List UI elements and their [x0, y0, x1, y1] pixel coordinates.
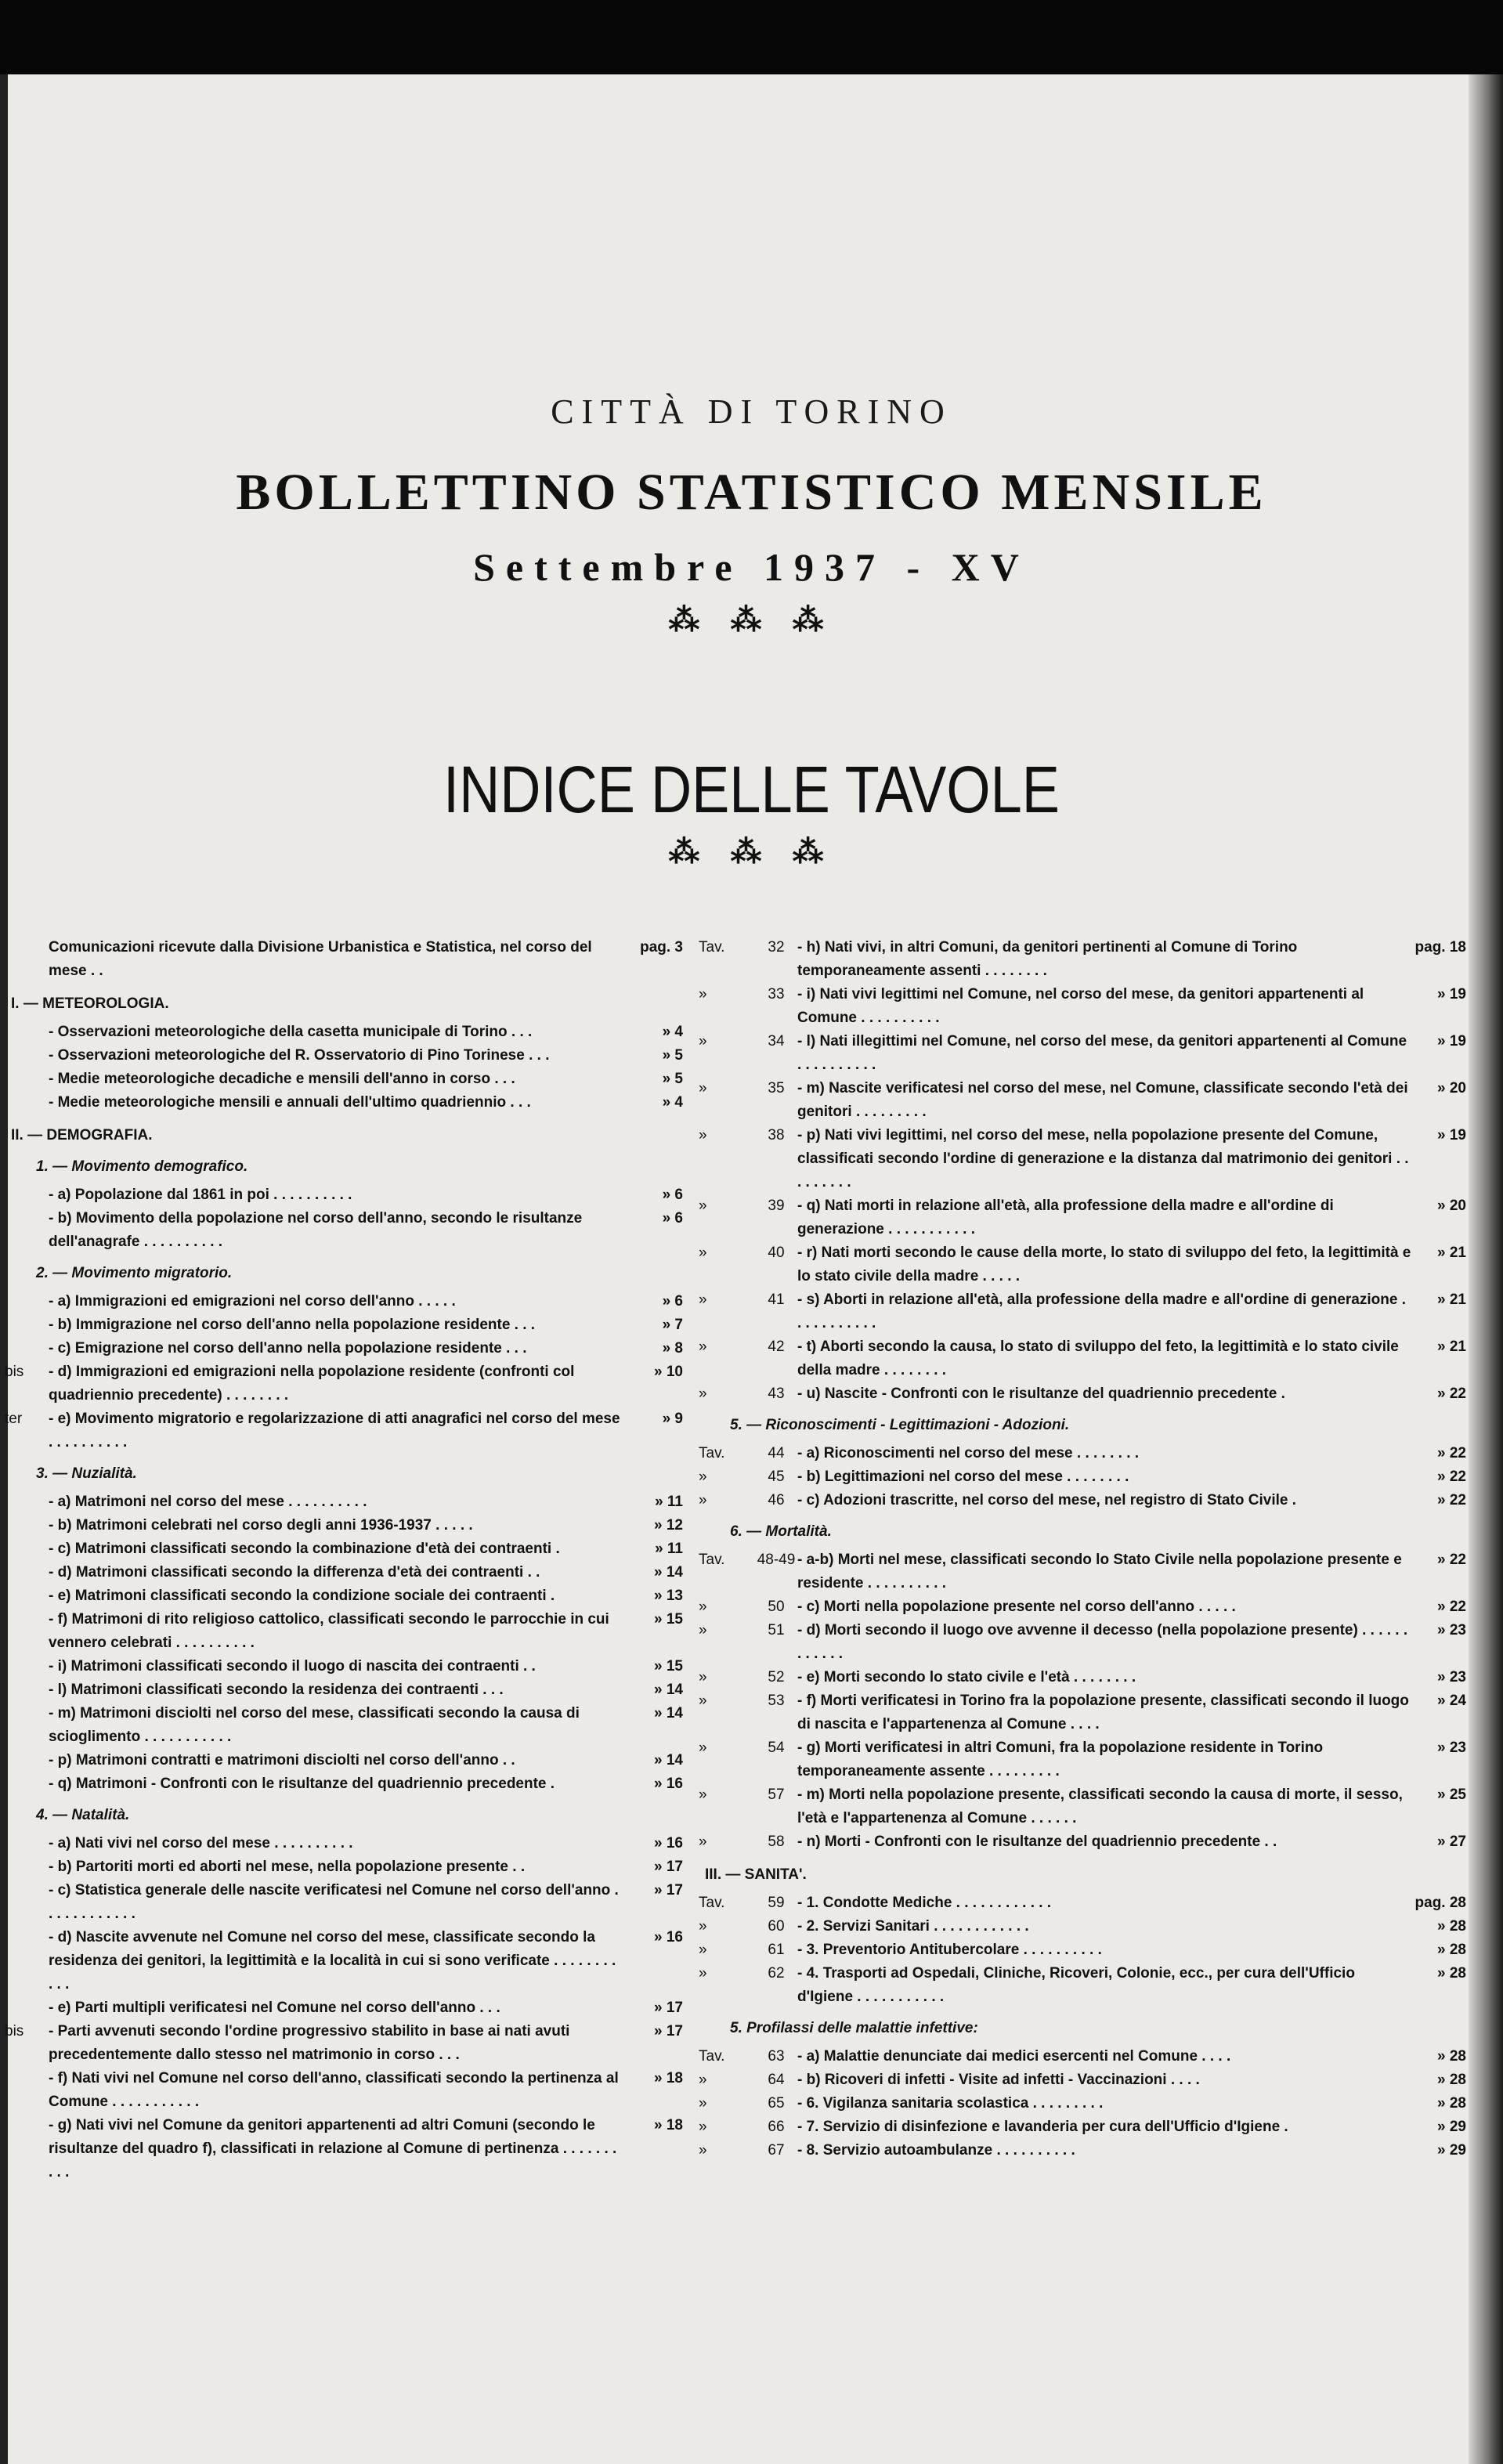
entry-page: » 22	[1437, 1445, 1466, 1461]
entry-page: » 17	[654, 1882, 683, 1899]
entry-page: » 28	[1437, 2072, 1466, 2088]
index-entry	[699, 1666, 1466, 1689]
subsection-heading: 3. — Nuzialità.	[36, 1465, 137, 1482]
table-number: 65	[768, 2095, 785, 2112]
entry-page: » 14	[654, 1705, 683, 1722]
entry-page: pag. 28	[1414, 1895, 1466, 1911]
entry-page: » 20	[1437, 1080, 1466, 1097]
table-number: 54	[768, 1740, 785, 1756]
entry-text: - g) Nati vivi nel Comune da genitori appartenenti ad altri Comuni (secondo le risultanze del quadro f), classificati in relazione al Comune di pertinenza . . . . . . . . . .	[49, 2117, 617, 2180]
table-label: »	[699, 1080, 707, 1097]
table-label: »	[699, 1127, 707, 1143]
index-entry	[5, 1044, 683, 1068]
entry-text: - a) Immigrazioni ed emigrazioni nel corso dell'anno . . . . .	[49, 1293, 456, 1310]
index-entry	[699, 2092, 1466, 2115]
index-entry	[699, 1382, 1466, 1406]
index-entry	[699, 1124, 1466, 1194]
entry-text: - i) Nati vivi legittimi nel Comune, nel corso del mese, da genitori appartenenti al Comune . . . . . . . . . .	[797, 986, 1364, 1026]
table-label: »	[699, 1942, 707, 1958]
entry-page: » 11	[655, 1494, 683, 1510]
entry-text: - a) Popolazione dal 1861 in poi . . . . . . . . . .	[49, 1187, 352, 1203]
table-label: »	[699, 1599, 707, 1615]
index-entry	[5, 1068, 683, 1091]
entry-text: - f) Matrimoni di rito religioso cattolico, classificati secondo le parrocchie in cui vennero celebrati . . . . . . . . . .	[49, 1611, 609, 1651]
index-entry	[5, 1561, 683, 1584]
entry-page: » 16	[654, 1835, 683, 1852]
entry-text: - 7. Servizio di disinfezione e lavanderia per cura dell'Ufficio d'Igiene .	[797, 2119, 1288, 2135]
entry-text: - t) Aborti secondo la causa, lo stato di sviluppo del feto, la legittimità e lo stato civile della madre . . . . . . . .	[797, 1339, 1399, 1378]
table-label: »	[699, 1492, 707, 1508]
entry-page: » 25	[1437, 1787, 1466, 1803]
entry-text: - c) Emigrazione nel corso dell'anno nella popolazione residente . . .	[49, 1340, 527, 1357]
table-label: Tav.	[699, 1445, 725, 1461]
table-label: »	[699, 1965, 707, 1982]
table-number: 33	[768, 986, 785, 1003]
entry-page: » 18	[654, 2117, 683, 2133]
table-label: »	[699, 1033, 707, 1050]
entry-prefix: bis	[5, 2023, 24, 2039]
entry-text: - e) Parti multipli verificatesi nel Comune nel corso dell'anno . . .	[49, 2000, 500, 2016]
entry-text: - s) Aborti in relazione all'età, alla professione della madre e all'ordine di generazione . . . . . . . . . . .	[797, 1292, 1406, 1331]
table-number: 32	[768, 939, 785, 956]
entry-page: » 11	[655, 1541, 683, 1557]
entry-page: » 20	[1437, 1198, 1466, 1214]
scan-top-border	[0, 0, 1503, 74]
index-entry	[5, 2067, 683, 2114]
entry-text: - b) Matrimoni celebrati nel corso degli anni 1936-1937 . . . . .	[49, 1517, 473, 1534]
entry-page: » 16	[654, 1929, 683, 1946]
entry-text: - Parti avvenuti secondo l'ordine progressivo stabilito in base ai nati avuti precedentemente dallo stesso nel matrimonio in corso . . .	[49, 2023, 570, 2063]
entry-page: » 28	[1437, 1918, 1466, 1935]
table-label: »	[699, 2095, 707, 2112]
table-number: 42	[768, 1339, 785, 1355]
index-entry	[699, 2068, 1466, 2092]
index-entry	[5, 1855, 683, 1879]
index-entry	[699, 2045, 1466, 2068]
entry-text: - 2. Servizi Sanitari . . . . . . . . . . . .	[797, 1918, 1029, 1935]
entry-page: » 14	[654, 1752, 683, 1769]
entry-page: » 19	[1437, 1127, 1466, 1143]
entry-page: » 17	[654, 2000, 683, 2016]
index-entry	[699, 1241, 1466, 1288]
entry-page: » 22	[1437, 1386, 1466, 1402]
entry-page: » 29	[1437, 2142, 1466, 2159]
entry-page: » 4	[662, 1094, 683, 1111]
index-entry	[5, 1490, 683, 1514]
index-entry	[5, 1360, 683, 1407]
entry-text: - m) Matrimoni disciolti nel corso del mese, classificati secondo la causa di scioglimento . . . . . . . . . . .	[49, 1705, 580, 1745]
issue-date: Settembre 1937 - XV	[473, 545, 1030, 589]
index-entry	[5, 1702, 683, 1749]
index-entry	[699, 2139, 1466, 2162]
entry-page: » 21	[1437, 1339, 1466, 1355]
entry-page: » 22	[1437, 1492, 1466, 1508]
table-label: »	[699, 1918, 707, 1935]
entry-page: » 14	[654, 1682, 683, 1698]
entry-page: » 22	[1437, 1599, 1466, 1615]
entry-text: - c) Adozioni trascritte, nel corso del mese, nel registro di Stato Civile .	[797, 1492, 1297, 1508]
index-entry	[5, 1749, 683, 1772]
entry-text: - a) Malattie denunciate dai medici esercenti nel Comune . . . .	[797, 2048, 1231, 2065]
index-entry	[699, 1465, 1466, 1489]
table-label: »	[699, 986, 707, 1003]
index-entry	[699, 1288, 1466, 1335]
entry-page: » 10	[654, 1364, 683, 1380]
entry-text: - m) Nascite verificatesi nel corso del mese, nel Comune, classificate secondo l'età dei genitori . . . . . . . . .	[797, 1080, 1408, 1120]
entry-page: » 29	[1437, 2119, 1466, 2135]
entry-text: - h) Nati vivi, in altri Comuni, da genitori pertinenti al Comune di Torino temporaneamente assenti . . . . . . . .	[797, 939, 1298, 979]
index-entry	[699, 1077, 1466, 1124]
table-label: »	[699, 2072, 707, 2088]
entry-text: - d) Immigrazioni ed emigrazioni nella popolazione residente (confronti col quadriennio precedente) . . . . . . . .	[49, 1364, 575, 1404]
entry-page: » 28	[1437, 2048, 1466, 2065]
entry-text: - p) Nati vivi legittimi, nel corso del mese, nella popolazione presente del Comune, classificati secondo l'ordine di generazione e la distanza dal matrimonio dei genitori . . . . . . . . .	[797, 1127, 1409, 1190]
index-entry	[5, 1996, 683, 2020]
index-entry	[5, 1879, 683, 1926]
index-entry	[699, 1938, 1466, 1962]
entry-text: - q) Nati morti in relazione all'età, alla professione della madre e all'ordine di generazione . . . . . . . . . . .	[797, 1198, 1334, 1237]
entry-text: - b) Ricoveri di infetti - Visite ad infetti - Vaccinazioni . . . .	[797, 2072, 1200, 2088]
entry-text: - r) Nati morti secondo le cause della morte, lo stato di sviluppo del feto, la legittimità e lo stato civile della madre . . . . .	[797, 1245, 1411, 1284]
entry-page: » 28	[1437, 1965, 1466, 1982]
index-entry	[5, 2020, 683, 2067]
table-number: 57	[768, 1787, 785, 1803]
entry-text: - d) Matrimoni classificati secondo la differenza d'età dei contraenti . .	[49, 1564, 540, 1581]
entry-text: - e) Matrimoni classificati secondo la condizione sociale dei contraenti .	[49, 1588, 555, 1604]
entry-text: - e) Movimento migratorio e regolarizzazione di atti anagrafici nel corso del mese . . . . . . . . . .	[49, 1411, 620, 1451]
index-entry	[5, 1678, 683, 1702]
table-number: 39	[768, 1198, 785, 1214]
entry-text: - q) Matrimoni - Confronti con le risultanze del quadriennio precedente .	[49, 1776, 555, 1792]
table-label: »	[699, 1198, 707, 1214]
table-number: 48-49	[757, 1552, 796, 1568]
entry-page: » 14	[654, 1564, 683, 1581]
entry-text: - 1. Condotte Mediche . . . . . . . . . . . .	[797, 1895, 1052, 1911]
table-label: Tav.	[699, 939, 725, 956]
index-entry	[5, 1407, 683, 1454]
table-number: 63	[768, 2048, 785, 2065]
index-entry	[5, 1608, 683, 1655]
table-number: 67	[768, 2142, 785, 2159]
entry-page: » 6	[662, 1187, 683, 1203]
entry-page: » 9	[662, 1411, 683, 1427]
ornament-secondary: ⁂ ⁂ ⁂	[668, 835, 835, 869]
entry-text: Comunicazioni ricevute dalla Divisione Urbanistica e Statistica, nel corso del mese . .	[49, 939, 592, 979]
index-entry	[699, 1891, 1466, 1915]
entry-page: » 27	[1437, 1834, 1466, 1850]
entry-text: - a) Matrimoni nel corso del mese . . . . . . . . . .	[49, 1494, 367, 1510]
index-entry	[699, 1830, 1466, 1854]
table-label: »	[699, 1669, 707, 1685]
city-name: CITTÀ DI TORINO	[551, 392, 952, 431]
entry-text: - Medie meteorologiche mensili e annuali dell'ultimo quadriennio . . .	[49, 1094, 531, 1111]
subsection-heading: 5. Profilassi delle malattie infettive:	[730, 2020, 978, 2036]
table-label: Tav.	[699, 1895, 725, 1911]
section-heading: II. — DEMOGRAFIA.	[11, 1127, 153, 1143]
index-entry	[5, 1183, 683, 1207]
table-number: 38	[768, 1127, 785, 1143]
entry-text: - c) Statistica generale delle nascite verificatesi nel Comune nel corso dell'anno . . . . . . . . . . . .	[49, 1882, 619, 1922]
entry-page: » 17	[654, 2023, 683, 2039]
index-entry	[699, 936, 1466, 983]
entry-page: » 24	[1437, 1693, 1466, 1709]
entry-page: » 5	[662, 1047, 683, 1064]
entry-text: - Medie meteorologiche decadiche e mensili dell'anno in corso . . .	[49, 1071, 515, 1087]
entry-text: - d) Morti secondo il luogo ove avvenne il decesso (nella popolazione presente) . . . . . . . . . . . .	[797, 1622, 1408, 1662]
table-number: 40	[768, 1245, 785, 1261]
index-entry	[5, 1537, 683, 1561]
table-number: 58	[768, 1834, 785, 1850]
index-entry	[699, 1783, 1466, 1830]
table-number: 46	[768, 1492, 785, 1508]
entry-text: - g) Morti verificatesi in altri Comuni, fra la popolazione residente in Torino temporaneamente assente . . . . . . . . .	[797, 1740, 1324, 1779]
table-label: »	[699, 1339, 707, 1355]
entry-page: » 12	[654, 1517, 683, 1534]
entry-page: » 21	[1437, 1292, 1466, 1308]
table-label: »	[699, 1740, 707, 1756]
index-entry	[5, 1337, 683, 1360]
entry-prefix: bis	[5, 1364, 24, 1380]
index-entry	[699, 1736, 1466, 1783]
entry-page: » 13	[654, 1588, 683, 1604]
entry-page: » 19	[1437, 986, 1466, 1003]
entry-page: » 15	[654, 1658, 683, 1675]
table-number: 62	[768, 1965, 785, 1982]
entry-page: pag. 3	[640, 939, 683, 956]
entry-page: » 28	[1437, 2095, 1466, 2112]
index-entry	[699, 1194, 1466, 1241]
subsection-heading: 5. — Riconoscimenti - Legittimazioni - Adozioni.	[730, 1417, 1070, 1433]
section-heading: I. — METEOROLOGIA.	[11, 995, 169, 1012]
entry-text: - b) Immigrazione nel corso dell'anno nella popolazione residente . . .	[49, 1317, 536, 1333]
index-entry	[5, 2114, 683, 2184]
entry-text: - 6. Vigilanza sanitaria scolastica . . . . . . . . .	[797, 2095, 1104, 2112]
table-number: 43	[768, 1386, 785, 1402]
entry-page: » 16	[654, 1776, 683, 1792]
subsection-heading: 4. — Natalità.	[36, 1807, 130, 1823]
entry-text: - u) Nascite - Confronti con le risultanze del quadriennio precedente .	[797, 1386, 1285, 1402]
table-label: »	[699, 2119, 707, 2135]
ornament: ⁂ ⁂ ⁂	[668, 603, 835, 638]
entry-page: » 23	[1437, 1622, 1466, 1638]
entry-text: - Osservazioni meteorologiche del R. Osservatorio di Pino Torinese . . .	[49, 1047, 550, 1064]
index-entry	[5, 1584, 683, 1608]
entry-text: - 3. Preventorio Antitubercolare . . . . . . . . . .	[797, 1942, 1102, 1958]
entry-page: » 28	[1437, 1942, 1466, 1958]
entry-page: » 22	[1437, 1552, 1466, 1568]
subsection-heading: 6. — Mortalità.	[730, 1523, 832, 1540]
entry-text: - l) Nati illegittimi nel Comune, nel corso del mese, da genitori appartenenti al Comune . . . . . . . . . .	[797, 1033, 1407, 1073]
table-number: 44	[768, 1445, 785, 1461]
section-heading: III. — SANITA'.	[705, 1866, 807, 1883]
table-label: »	[699, 1245, 707, 1261]
entry-page: » 6	[662, 1210, 683, 1227]
table-number: 34	[768, 1033, 785, 1050]
table-label: Tav.	[699, 2048, 725, 2065]
table-number: 64	[768, 2072, 785, 2088]
table-number: 50	[768, 1599, 785, 1615]
entry-page: » 21	[1437, 1245, 1466, 1261]
bulletin-title: BOLLETTINO STATISTICO MENSILE	[236, 464, 1267, 521]
entry-page: » 17	[654, 1859, 683, 1875]
table-number: 60	[768, 1918, 785, 1935]
index-entry	[699, 1689, 1466, 1736]
entry-page: » 6	[662, 1293, 683, 1310]
index-entry	[699, 1619, 1466, 1666]
table-number: 52	[768, 1669, 785, 1685]
table-number: 35	[768, 1080, 785, 1097]
entry-page: » 18	[654, 2070, 683, 2086]
index-entry	[5, 1926, 683, 1996]
index-entry	[699, 2115, 1466, 2139]
index-entry	[699, 1962, 1466, 2009]
index-entry	[699, 1915, 1466, 1938]
table-number: 45	[768, 1469, 785, 1485]
index-entry	[5, 1514, 683, 1537]
index-entry	[5, 1313, 683, 1337]
table-label: Tav.	[699, 1552, 725, 1568]
subsection-heading: 2. — Movimento migratorio.	[36, 1265, 233, 1281]
entry-text: - c) Morti nella popolazione presente nel corso dell'anno . . . . .	[797, 1599, 1236, 1615]
entry-page: » 23	[1437, 1740, 1466, 1756]
entry-page: » 19	[1437, 1033, 1466, 1050]
entry-text: - e) Morti secondo lo stato civile e l'età . . . . . . . .	[797, 1669, 1136, 1685]
index-entry	[5, 1655, 683, 1678]
table-number: 59	[768, 1895, 785, 1911]
entry-page: » 23	[1437, 1669, 1466, 1685]
table-label: »	[699, 1292, 707, 1308]
index-entry	[5, 1772, 683, 1796]
index-column-left	[5, 936, 683, 2184]
table-number: 66	[768, 2119, 785, 2135]
index-entry	[5, 1091, 683, 1115]
entry-text: - 4. Trasporti ad Ospedali, Cliniche, Ricoveri, Colonie, ecc., per cura dell'Ufficio d'Igiene . . . . . . . . . . .	[797, 1965, 1355, 2005]
table-label: »	[699, 1622, 707, 1638]
table-label: »	[699, 1834, 707, 1850]
entry-text: - f) Morti verificatesi in Torino fra la popolazione presente, classificati secondo il luogo di nascita e l'appartenenza al Comune . . . .	[797, 1693, 1409, 1732]
index-entry	[5, 1207, 683, 1254]
index-entry	[699, 983, 1466, 1030]
table-label: »	[699, 1787, 707, 1803]
index-entry	[699, 1548, 1466, 1595]
index-entry	[699, 1030, 1466, 1077]
entry-text: - Osservazioni meteorologiche della casetta municipale di Torino . . .	[49, 1024, 533, 1040]
index-entry	[5, 1832, 683, 1855]
entry-text: - b) Legittimazioni nel corso del mese . . . . . . . .	[797, 1469, 1129, 1485]
index-entry	[699, 1335, 1466, 1382]
entry-text: - a) Nati vivi nel corso del mese . . . . . . . . . .	[49, 1835, 353, 1852]
entry-text: - a) Riconoscimenti nel corso del mese . . . . . . . .	[797, 1445, 1140, 1461]
entry-text: - l) Matrimoni classificati secondo la residenza dei contraenti . . .	[49, 1682, 504, 1698]
index-entry	[699, 1442, 1466, 1465]
subsection-heading: 1. — Movimento demografico.	[36, 1158, 248, 1175]
table-label: »	[699, 1693, 707, 1709]
entry-prefix: ter	[5, 1411, 23, 1427]
entry-text: - f) Nati vivi nel Comune nel corso dell'anno, classificati secondo la pertinenza al Comune . . . . . . . . . . .	[49, 2070, 619, 2110]
entry-text: - n) Morti - Confronti con le risultanze del quadriennio precedente . .	[797, 1834, 1277, 1850]
entry-page: » 4	[662, 1024, 683, 1040]
entry-text: - m) Morti nella popolazione presente, classificati secondo la causa di morte, il sesso, l'età e l'appartenenza al Comune . . . . . .	[797, 1787, 1403, 1826]
table-number: 51	[768, 1622, 785, 1638]
entry-page: pag. 18	[1414, 939, 1466, 956]
table-number: 61	[768, 1942, 785, 1958]
index-entry	[699, 1595, 1466, 1619]
entry-page: » 15	[654, 1611, 683, 1628]
entry-text: - i) Matrimoni classificati secondo il luogo di nascita dei contraenti . .	[49, 1658, 536, 1675]
index-column-right	[699, 936, 1466, 2162]
index-entry	[699, 1489, 1466, 1512]
entry-page: » 7	[662, 1317, 683, 1333]
table-label: »	[699, 1386, 707, 1402]
entry-text: - b) Partoriti morti ed aborti nel mese, nella popolazione presente . .	[49, 1859, 526, 1875]
table-label: »	[699, 2142, 707, 2159]
table-number: 41	[768, 1292, 785, 1308]
entry-text: - b) Movimento della popolazione nel corso dell'anno, secondo le risultanze dell'anagrafe . . . . . . . . . .	[49, 1210, 583, 1250]
index-title: INDICE DELLE TAVOLE	[443, 753, 1060, 826]
masthead	[0, 392, 1503, 638]
index-entry	[5, 1021, 683, 1044]
entry-text: - a-b) Morti nel mese, classificati secondo lo Stato Civile nella popolazione presente e residente . . . . . . . . . .	[797, 1552, 1402, 1591]
entry-page: » 8	[662, 1340, 683, 1357]
entry-text: - c) Matrimoni classificati secondo la combinazione d'età dei contraenti .	[49, 1541, 560, 1557]
index-entry	[5, 936, 683, 983]
entry-text: - 8. Servizio autoambulanze . . . . . . . . . .	[797, 2142, 1075, 2159]
entry-page: » 5	[662, 1071, 683, 1087]
table-label: »	[699, 1469, 707, 1485]
entry-text: - p) Matrimoni contratti e matrimoni disciolti nel corso dell'anno . .	[49, 1752, 515, 1769]
entry-page: » 22	[1437, 1469, 1466, 1485]
table-number: 53	[768, 1693, 785, 1709]
entry-text: - d) Nascite avvenute nel Comune nel corso del mese, classificate secondo la residenza dei genitori, la legittimità e la località in cui si sono verificate . . . . . . . . . . .	[49, 1929, 616, 1993]
index-entry	[5, 1290, 683, 1313]
